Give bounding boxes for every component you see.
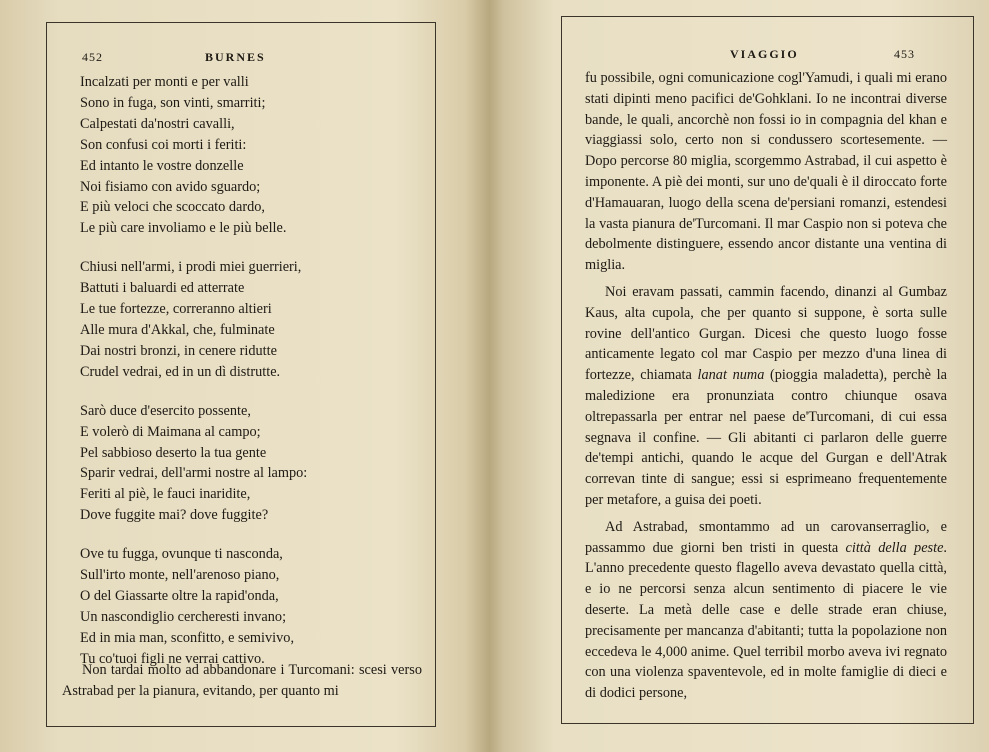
italic-term: lanat numa [697, 367, 765, 384]
left-page [0, 0, 490, 752]
text-run: . L'anno precedente questo flagello aveva devastato quella città, e io ne percorsi senza alcun sentimento di piacere le vie deserte. La metà delle case e delle strade eran chiuse, precisamente per mancanza d'abitanti; tutta la popolazione non eccedeva le 4,000 anime. Quel terribil morbo aveva ivi regnato con una violenza spaventevole, ed in molte famiglie di dieci e di dodici persone, [585, 539, 947, 702]
left-closing-prose [62, 660, 422, 702]
verse-line: Noi fisiamo con avido sguardo; [80, 178, 261, 195]
verse-line: Pel sabbioso deserto la tua gente [80, 444, 267, 461]
verse-line: Sono in fuga, son vinti, smarriti; [80, 94, 266, 111]
italic-term: città della peste [845, 539, 944, 556]
verse-line: Sull'irto monte, nell'arenoso piano, [80, 567, 280, 584]
text-run: Ad Astrabad, smontammo ad un carovanserraglio, e passammo due giorni ben tristi in questa [585, 518, 947, 556]
text-run: (pioggia maladetta), perchè la maledizione era pronunziata contro chiunque osava oltrepassarla per entrar nel paese de'Turcomani, di cui essa segnava il confine. — Gli abitanti ci parlaron delle guerre de'tempi antichi, quando le acque del Gurgan e dell'Atrak correvan tinte di sangue; essi si esprimeano frequentemente per metafore, a guisa dei poeti. [585, 367, 947, 508]
verse-line: Incalzati per monti e per valli [80, 74, 249, 90]
stanza-gap [80, 239, 420, 257]
verse-line: Ed intanto le vostre donzelle [80, 157, 244, 174]
verse-line: E volerò di Maimana al campo; [80, 423, 261, 440]
stanza [80, 72, 420, 239]
verse-line: E più veloci che scoccato dardo, [80, 199, 265, 216]
stanza-gap [80, 383, 420, 401]
verse-line: Dai nostri bronzi, in cenere ridutte [80, 342, 277, 359]
verse-line: O del Giassarte oltre la rapid'onda, [80, 587, 279, 604]
paragraph [585, 68, 947, 276]
paragraph [585, 282, 947, 511]
verse-line: Dove fuggite mai? dove fuggite? [80, 507, 269, 524]
text-run: fu possibile, ogni comunicazione cogl'Yamudi, i quali mi erano stati dipinti meno pacifici de'Gohklani. Io ne incontrai diverse bande, le quali, ancorchè non fossi io in compagnia del khan e viaggiassi solo, certo non si condussero scortesemente. — Dopo percorse 80 miglia, scorgemmo Astrabad, il cui aspetto è imponente. A piè dei monti, sur uno de'quali è il diroccato forte d'Hamauaran, luogo della scena de'persiani romanzi, estendesi la vasta pianura de'Turcomani. Il mar Caspio non si poteva che debolmente distinguere, essendo ancor distante una ventina di miglia. [585, 70, 947, 274]
right-body-text [585, 68, 947, 704]
stanza-gap [80, 526, 420, 544]
left-page-number: 452 [82, 50, 103, 64]
verse-line: Battuti i baluardi ed atterrate [80, 280, 245, 297]
verse-line: Ove tu fugga, ovunque ti nasconda, [80, 546, 283, 563]
verse-line: Alle mura d'Akkal, che, fulminate [80, 321, 275, 338]
verse-line: Sparir vedrai, dell'armi nostre al lampo: [80, 465, 308, 482]
verse-line: Calpestati da'nostri cavalli, [80, 115, 235, 132]
paragraph [585, 517, 947, 704]
verse-line: Son confusi coi morti i feriti: [80, 136, 247, 153]
right-page-number: 453 [894, 47, 915, 61]
verse-line: Feriti al piè, le fauci inaridite, [80, 486, 251, 503]
verse-line: Tu co'tuoi figli ne verrai cattivo. [80, 650, 265, 667]
poem [80, 72, 420, 670]
stanza [80, 257, 420, 382]
closing-paragraph: Non tardai molto ad abbandonare i Turcomani: scesi verso Astrabad per la pianura, evitando, per quanto mi [62, 662, 422, 699]
verse-line: Chiusi nell'armi, i prodi miei guerrieri, [80, 259, 302, 276]
verse-line: Crudel vedrai, ed in un dì distrutte. [80, 363, 281, 380]
right-running-title: VIAGGIO [730, 47, 799, 61]
right-page [499, 0, 989, 752]
verse-line: Sarò duce d'esercito possente, [80, 402, 251, 419]
verse-line: Le tue fortezze, correranno altieri [80, 301, 272, 318]
verse-line: Le più care involiamo e le più belle. [80, 220, 287, 237]
stanza [80, 544, 420, 669]
stanza [80, 401, 420, 526]
text-run: Noi eravam passati, cammin facendo, dinanzi al Gumbaz Kaus, alta cupola, che per quanto si suppone, è sorta sulle rovine dell'antico Gurgan. Dicesi che questo luogo fosse anticamente legato col mar Caspio per mezzo d'una linea di fortezze, chiamata [585, 283, 947, 384]
verse-line: Un nascondiglio cercheresti invano; [80, 608, 287, 625]
verse-line: Ed in mia man, sconfitto, e semivivo, [80, 629, 295, 646]
left-running-title: BURNES [205, 50, 266, 64]
